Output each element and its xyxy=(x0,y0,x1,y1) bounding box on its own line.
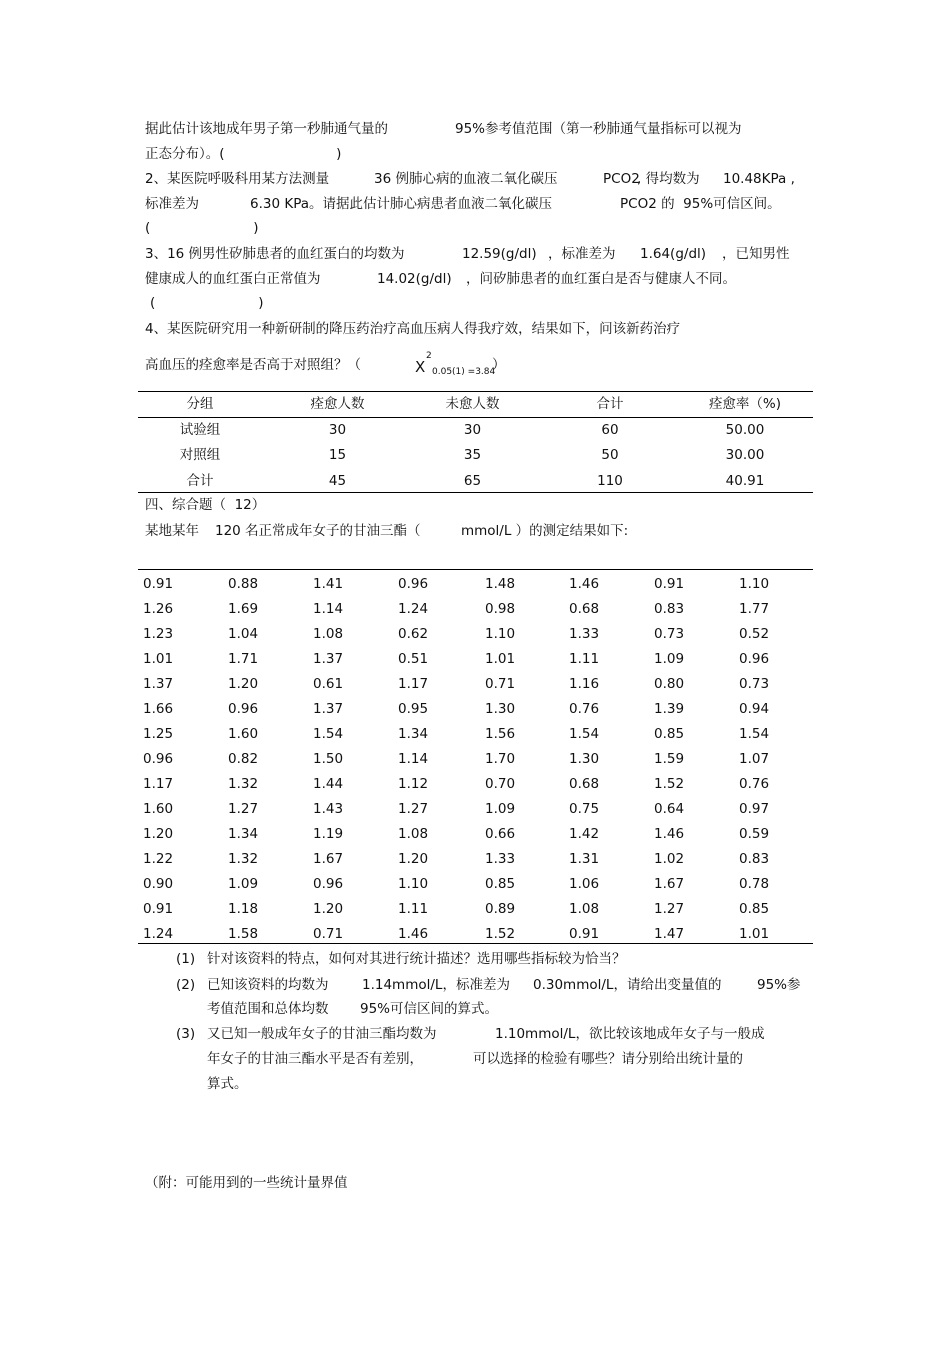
table-cell: 1.27 xyxy=(398,801,429,817)
text-line: 6.30 KPa。请据此估计肺心病患者血液二氧化碳压 xyxy=(250,196,553,212)
table-cell: 试验组 xyxy=(179,422,221,438)
table-cell: 0.73 xyxy=(654,626,685,642)
table-cell: 0.80 xyxy=(654,676,685,692)
table-cell: 1.20 xyxy=(313,901,344,917)
table-cell: 1.23 xyxy=(143,626,174,642)
text-line: ，已知男性 xyxy=(722,246,790,262)
table-cell: 0.85 xyxy=(485,876,516,892)
table-cell: 1.71 xyxy=(228,651,259,667)
table-cell: 1.09 xyxy=(654,651,685,667)
table-cell: 1.01 xyxy=(485,651,516,667)
table-header-cell: 未愈人数 xyxy=(445,396,500,412)
superscript: 2 xyxy=(426,351,432,361)
table-cell: 0.91 xyxy=(143,901,174,917)
table-cell: 40.91 xyxy=(725,473,765,489)
table-cell: 30.00 xyxy=(725,447,765,463)
text-line: ） xyxy=(492,357,506,373)
table-cell: 1.08 xyxy=(398,826,429,842)
table-cell: 1.08 xyxy=(569,901,600,917)
table-cell: 0.96 xyxy=(398,576,429,592)
table-rule-bottom xyxy=(138,943,813,944)
question-4-text: 4、某医院研究用一种新研制的降压药治疗高血压病人得我疗效，结果如下，问该新药治疗 xyxy=(145,321,681,337)
text-line: 1.64(g/dl) xyxy=(640,246,707,262)
table-cell: 0.73 xyxy=(739,676,770,692)
table-cell: 0.70 xyxy=(485,776,516,792)
text-line: 95%参考值范围（第一秒肺通气量指标可以视为 xyxy=(455,121,742,137)
table-cell: 1.56 xyxy=(485,726,516,742)
table-cell: 0.51 xyxy=(398,651,429,667)
table-cell: 0.83 xyxy=(739,851,770,867)
table-cell: 1.47 xyxy=(654,926,685,942)
table-cell: 35 xyxy=(463,447,482,463)
table-cell: 1.27 xyxy=(654,901,685,917)
table-cell: 1.14 xyxy=(313,601,344,617)
subquestion-number: (2) xyxy=(176,977,196,993)
subscript: 0.05(1) =3.84 xyxy=(432,367,496,377)
table-cell: 1.52 xyxy=(654,776,685,792)
table-cell: 1.01 xyxy=(143,651,174,667)
text-line: 算式。 xyxy=(207,1076,248,1092)
table-cell: 0.75 xyxy=(569,801,600,817)
text-line: 年女子的甘油三酯水平是否有差别， xyxy=(207,1051,423,1067)
table-cell: 1.70 xyxy=(485,751,516,767)
table-cell: 65 xyxy=(463,473,482,489)
table-cell: 1.09 xyxy=(228,876,259,892)
section-heading: 四、综合题（ 12） xyxy=(145,497,266,513)
table-cell: 0.52 xyxy=(739,626,770,642)
text-line: 正态分布）。( ) xyxy=(145,146,342,162)
table-cell: 60 xyxy=(601,422,619,438)
table-rule-bottom xyxy=(138,492,813,493)
table-cell: 1.24 xyxy=(143,926,174,942)
table-cell: 1.32 xyxy=(228,851,259,867)
text-line: 1.14mmol/L，标准差为 xyxy=(362,977,510,993)
table-cell: 1.30 xyxy=(485,701,516,717)
table-cell: 0.97 xyxy=(739,801,770,817)
table-cell: 1.46 xyxy=(398,926,429,942)
table-cell: 1.46 xyxy=(654,826,685,842)
text-line: 95%参 xyxy=(757,977,801,993)
table-cell: 1.20 xyxy=(143,826,174,842)
text-line: 1.10mmol/L，欲比较该地成年女子与一般成 xyxy=(495,1026,765,1042)
text-line: ，问矽肺患者的血红蛋白是否与健康人不同。 xyxy=(466,271,736,287)
table-rule-header xyxy=(138,417,813,418)
table-cell: 0.59 xyxy=(739,826,770,842)
table-cell: 0.91 xyxy=(654,576,685,592)
table-cell: 0.91 xyxy=(569,926,600,942)
table-cell: 1.17 xyxy=(143,776,174,792)
table-cell: 0.98 xyxy=(485,601,516,617)
table-cell: 1.20 xyxy=(228,676,259,692)
table-cell: 1.37 xyxy=(143,676,174,692)
text-line: 95%可信区间的算式。 xyxy=(360,1001,499,1017)
table-cell: 0.78 xyxy=(739,876,770,892)
table-rule-top xyxy=(138,391,813,392)
table-cell: 0.68 xyxy=(569,601,600,617)
table-cell: 0.88 xyxy=(228,576,259,592)
table-cell: 0.96 xyxy=(313,876,344,892)
appendix-note: （附：可能用到的一些统计量界值 xyxy=(145,1175,348,1191)
text-line: mmol/L ）的测定结果如下: xyxy=(461,523,629,539)
table-cell: 对照组 xyxy=(179,447,221,463)
table-cell: 1.59 xyxy=(654,751,685,767)
text-line: 10.48KPa , xyxy=(723,171,795,187)
table-cell: 1.37 xyxy=(313,651,344,667)
table-cell: 1.16 xyxy=(569,676,600,692)
table-cell: 0.71 xyxy=(485,676,516,692)
table-cell: 0.62 xyxy=(398,626,429,642)
table-cell: 1.11 xyxy=(398,901,429,917)
table-cell: 1.37 xyxy=(313,701,344,717)
question-2-text: 2、某医院呼吸科用某方法测量 xyxy=(145,171,330,187)
table-cell: 1.48 xyxy=(485,576,516,592)
table-cell: 30 xyxy=(328,422,347,438)
text-line: PCO2 xyxy=(603,171,640,187)
table-cell: 0.76 xyxy=(739,776,770,792)
table-cell: 1.18 xyxy=(228,901,259,917)
text-line: ( ) xyxy=(150,295,264,311)
table-cell: 1.43 xyxy=(313,801,344,817)
table-cell: 1.19 xyxy=(313,826,344,842)
text-line: 0.30mmol/L，请给出变量值的 xyxy=(533,977,722,993)
table-cell: 1.77 xyxy=(739,601,770,617)
table-cell: 1.34 xyxy=(398,726,429,742)
text-line: 健康成人的血红蛋白正常值为 xyxy=(145,271,321,287)
chi-square-symbol: X xyxy=(415,358,426,376)
table-cell: 1.30 xyxy=(569,751,600,767)
table-cell: 1.34 xyxy=(228,826,259,842)
table-cell: 50 xyxy=(601,447,619,463)
table-cell: 0.90 xyxy=(143,876,174,892)
table-cell: 0.95 xyxy=(398,701,429,717)
table-cell: 1.69 xyxy=(228,601,259,617)
table-cell: 1.04 xyxy=(228,626,259,642)
text-line: ，标准差为 xyxy=(548,246,616,262)
table-header-cell: 分组 xyxy=(186,396,214,412)
table-cell: 1.07 xyxy=(739,751,770,767)
table-cell: 0.76 xyxy=(569,701,600,717)
table-cell: 1.01 xyxy=(739,926,770,942)
table-cell: 1.33 xyxy=(485,851,516,867)
table-cell: 1.14 xyxy=(398,751,429,767)
table-cell: 0.91 xyxy=(143,576,174,592)
table-cell: 0.85 xyxy=(654,726,685,742)
table-cell: 30 xyxy=(463,422,482,438)
table-header-cell: 痊愈人数 xyxy=(310,396,365,412)
table-cell: 0.82 xyxy=(228,751,259,767)
table-cell: 1.42 xyxy=(569,826,600,842)
table-header-cell: 合计 xyxy=(596,396,624,412)
table-cell: 1.10 xyxy=(398,876,429,892)
subquestion-text: 已知该资料的均数为 xyxy=(207,977,329,993)
table-cell: 1.08 xyxy=(313,626,344,642)
table-cell: 15 xyxy=(328,447,347,463)
table-cell: 1.22 xyxy=(143,851,174,867)
table-cell: 1.67 xyxy=(654,876,685,892)
table-cell: 1.31 xyxy=(569,851,600,867)
table-cell: 45 xyxy=(328,473,347,489)
table-cell: 1.24 xyxy=(398,601,429,617)
table-cell: 1.02 xyxy=(654,851,685,867)
subquestion-text: 针对该资料的特点，如何对其进行统计描述？选用哪些指标较为恰当？ xyxy=(207,951,626,967)
subquestion-number: (3) xyxy=(176,1026,196,1042)
table-cell: 0.85 xyxy=(739,901,770,917)
table-cell: 50.00 xyxy=(725,422,765,438)
text-line: 可以选择的检验有哪些？请分别给出统计量的 xyxy=(473,1051,743,1067)
text-line: 14.02(g/dl) xyxy=(377,271,452,287)
text-line: , 得均数为 xyxy=(637,171,700,187)
table-cell: 1.67 xyxy=(313,851,344,867)
table-cell: 1.46 xyxy=(569,576,600,592)
table-cell: 1.41 xyxy=(313,576,344,592)
table-cell: 1.66 xyxy=(143,701,174,717)
table-cell: 0.96 xyxy=(228,701,259,717)
table-cell: 1.20 xyxy=(398,851,429,867)
table-cell: 0.61 xyxy=(313,676,344,692)
table-cell: 1.58 xyxy=(228,926,259,942)
subquestion-text: 又已知一般成年女子的甘油三酯均数为 xyxy=(207,1026,437,1042)
table-cell: 1.06 xyxy=(569,876,600,892)
table-cell: 1.52 xyxy=(485,926,516,942)
table-cell: 1.11 xyxy=(569,651,600,667)
table-cell: 0.64 xyxy=(654,801,685,817)
table-cell: 0.96 xyxy=(739,651,770,667)
table-rule-top xyxy=(138,569,813,570)
table-header-cell: 痊愈率（%) xyxy=(708,396,782,412)
table-cell: 1.32 xyxy=(228,776,259,792)
table-cell: 1.50 xyxy=(313,751,344,767)
table-cell: 1.10 xyxy=(485,626,516,642)
table-cell: 0.68 xyxy=(569,776,600,792)
table-cell: 1.60 xyxy=(143,801,174,817)
table-cell: 1.26 xyxy=(143,601,174,617)
text-line: PCO2 的 95%可信区间。 xyxy=(620,196,781,212)
text-line: 考值范围和总体均数 xyxy=(207,1001,329,1017)
table-cell: 1.54 xyxy=(313,726,344,742)
table-cell: 0.94 xyxy=(739,701,770,717)
table-cell: 0.71 xyxy=(313,926,344,942)
text-line: 标准差为 xyxy=(145,196,199,212)
table-cell: 0.96 xyxy=(143,751,174,767)
table-cell: 1.10 xyxy=(739,576,770,592)
table-cell: 0.66 xyxy=(485,826,516,842)
text-line: ( ) xyxy=(145,220,259,236)
subquestion-number: (1) xyxy=(176,951,196,967)
table-cell: 合计 xyxy=(186,473,214,489)
table-cell: 110 xyxy=(597,473,623,489)
table-cell: 1.54 xyxy=(569,726,600,742)
table-cell: 1.54 xyxy=(739,726,770,742)
table-cell: 1.25 xyxy=(143,726,174,742)
table-cell: 1.09 xyxy=(485,801,516,817)
text-line: 据此估计该地成年男子第一秒肺通气量的 xyxy=(145,121,388,137)
question-3-text: 3、16 例男性矽肺患者的血红蛋白的均数为 xyxy=(145,246,405,262)
text-line: 36 例肺心病的血液二氧化碳压 xyxy=(374,171,558,187)
table-cell: 1.12 xyxy=(398,776,429,792)
table-cell: 1.60 xyxy=(228,726,259,742)
table-cell: 1.17 xyxy=(398,676,429,692)
table-cell: 1.39 xyxy=(654,701,685,717)
table-cell: 0.83 xyxy=(654,601,685,617)
table-cell: 1.27 xyxy=(228,801,259,817)
table-cell: 1.44 xyxy=(313,776,344,792)
text-line: 12.59(g/dl) xyxy=(462,246,537,262)
text-line: 高血压的痊愈率是否高于对照组？（ xyxy=(145,357,361,373)
intro-text: 某地某年 xyxy=(145,523,199,539)
table-cell: 1.33 xyxy=(569,626,600,642)
table-cell: 0.89 xyxy=(485,901,516,917)
text-line: 120 名正常成年女子的甘油三酯（ xyxy=(215,523,421,539)
